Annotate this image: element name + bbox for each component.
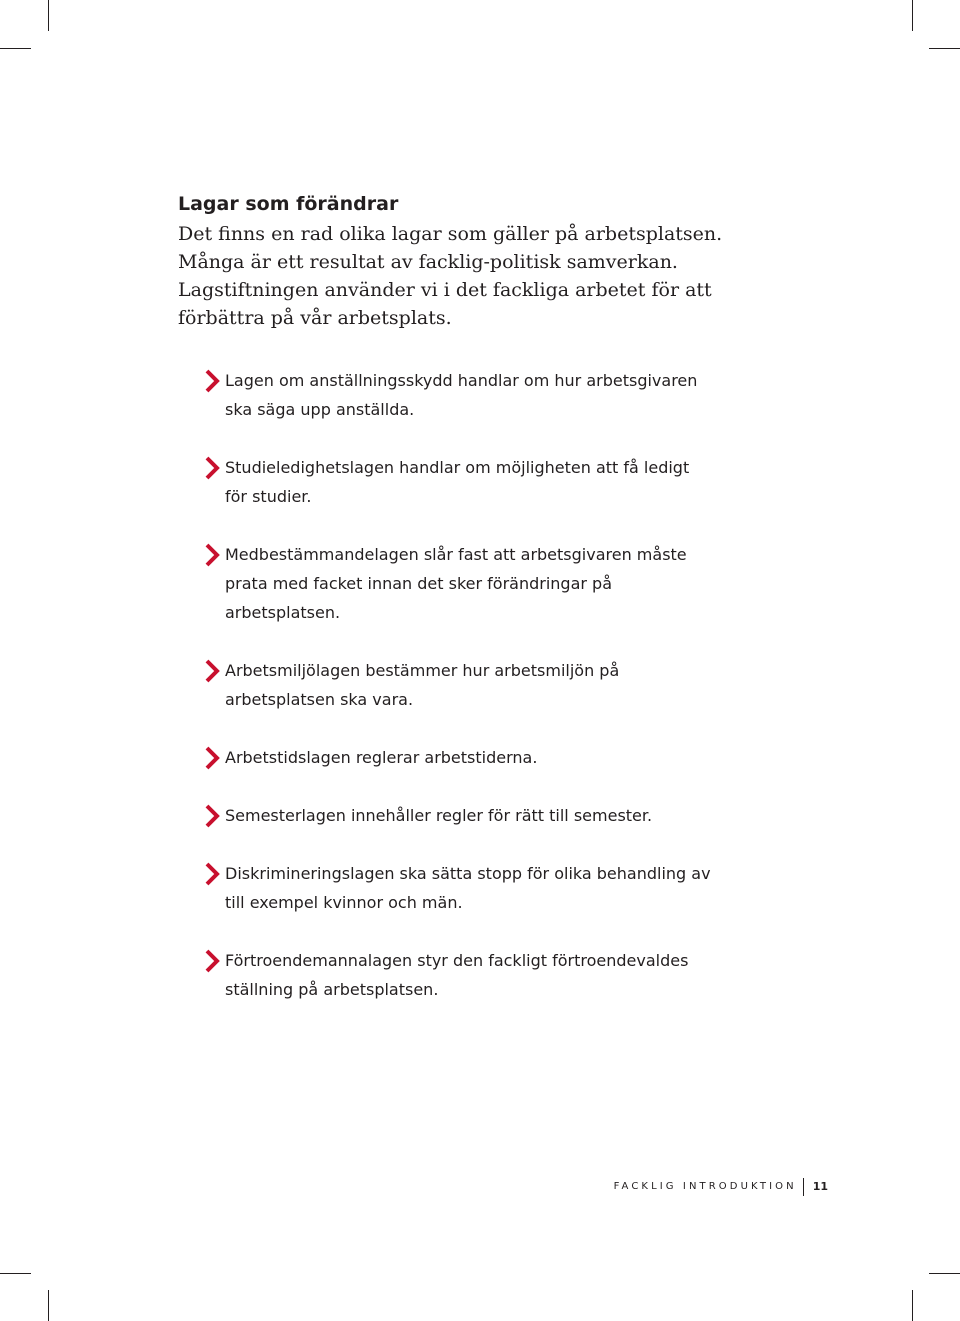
- law-list-item: [178, 656, 715, 714]
- chevron-right-icon: [204, 543, 220, 567]
- chevron-right-icon: [204, 746, 220, 770]
- law-text: Arbetstidslagen reglerar arbetstiderna.: [225, 748, 538, 767]
- crop-mark: [912, 0, 913, 31]
- crop-mark: [0, 48, 31, 49]
- law-text: Semesterlagen innehåller regler för rätt till semester.: [225, 806, 653, 825]
- chevron-right-icon: [204, 456, 220, 480]
- crop-mark: [48, 0, 49, 31]
- chevron-right-icon: [204, 949, 220, 973]
- law-text: Diskrimineringslagen ska sätta stopp för olika behandling av till exempel kvinnor och män.: [225, 864, 711, 912]
- intro-paragraph: Det finns en rad olika lagar som gäller på arbetsplatsen. Många är ett resultat av facklig-politisk samverkan. Lagstiftningen använder vi i det fackliga arbetet för att förbättra på vår arbetsplats.: [178, 223, 723, 329]
- chevron-right-icon: [204, 804, 220, 828]
- law-text: Medbestämmandelagen slår fast att arbetsgivaren måste prata med facket innan det sker förändringar på arbetsplatsen.: [225, 545, 687, 622]
- page-footer: [614, 1178, 828, 1196]
- footer-divider: [803, 1178, 804, 1196]
- crop-mark: [912, 1290, 913, 1321]
- law-list-item: [178, 946, 715, 1004]
- law-text: Studieledighetslagen handlar om möjligheten att få ledigt för studier.: [225, 458, 690, 506]
- running-title: FACKLIG INTRODUKTION: [613, 1181, 797, 1192]
- chevron-right-icon: [204, 659, 220, 683]
- page-number: 11: [812, 1180, 828, 1193]
- law-text: Förtroendemannalagen styr den fackligt förtroendevaldes ställning på arbetsplatsen.: [225, 951, 689, 999]
- chevron-right-icon: [204, 862, 220, 886]
- section-heading: Lagar som förändrar: [178, 193, 399, 215]
- law-list-item: [178, 540, 715, 627]
- law-list-item: [178, 801, 715, 830]
- law-list: [178, 366, 738, 1004]
- law-list-item: [178, 859, 715, 917]
- law-list-item: [178, 366, 715, 424]
- main-content: [178, 190, 738, 1033]
- crop-mark: [48, 1290, 49, 1321]
- law-text: Arbetsmiljölagen bestämmer hur arbetsmiljön på arbetsplatsen ska vara.: [225, 661, 620, 709]
- crop-mark: [929, 48, 960, 49]
- law-list-item: [178, 743, 715, 772]
- law-list-item: [178, 453, 715, 511]
- chevron-right-icon: [204, 369, 220, 393]
- law-text: Lagen om anställningsskydd handlar om hur arbetsgivaren ska säga upp anställda.: [225, 371, 698, 419]
- crop-mark: [929, 1273, 960, 1274]
- crop-mark: [0, 1273, 31, 1274]
